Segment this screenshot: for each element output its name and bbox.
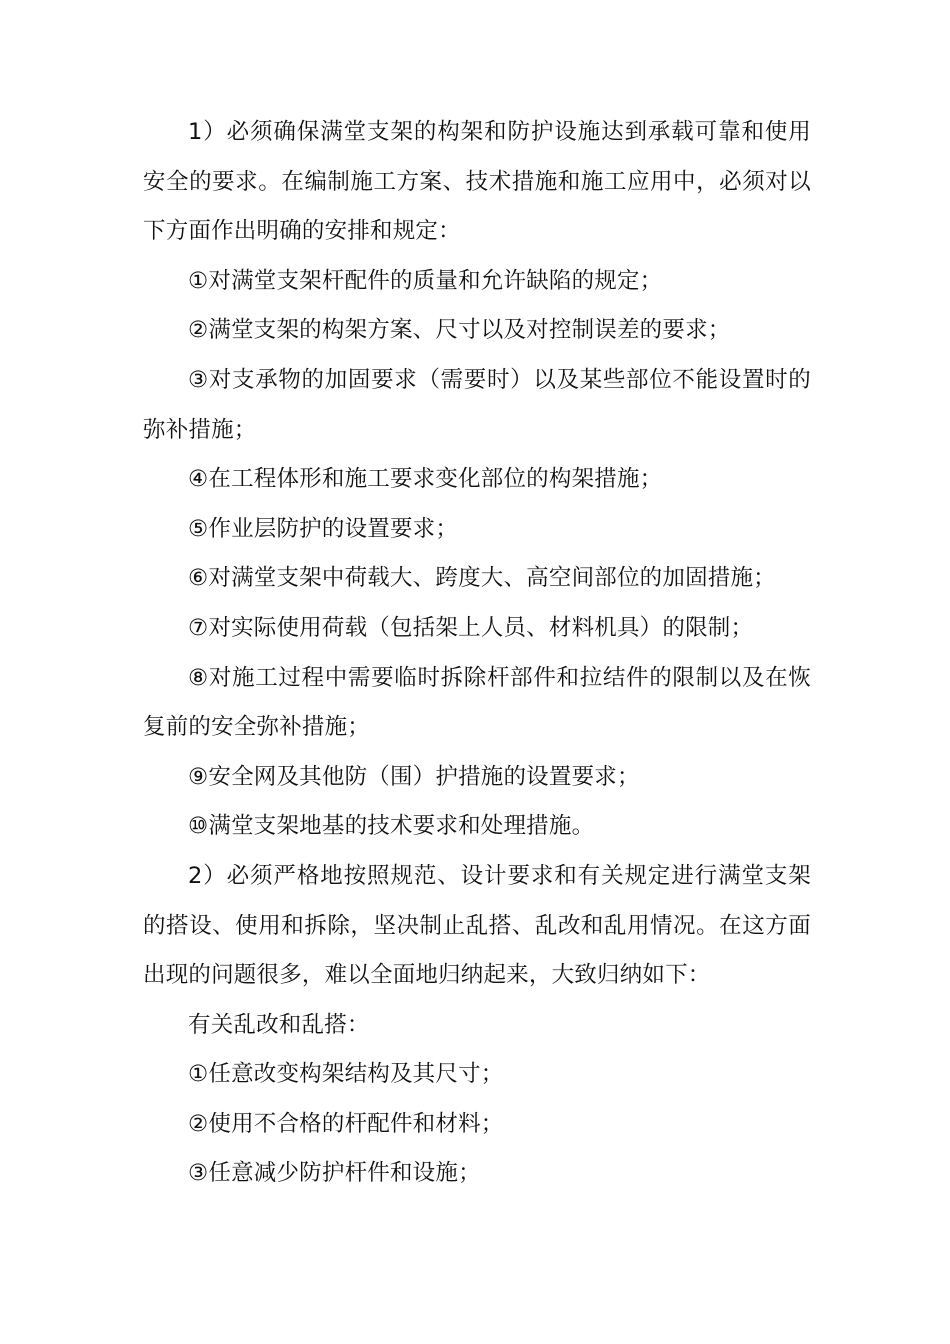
paragraph-2: 2）必须严格地按照规范、设计要求和有关规定进行满堂支架的搭设、使用和拆除，坚决制止乱搭、乱改和乱用情况。在这方面出现的问题很多，难以全面地归纳起来，大致归纳如下： <box>143 862 811 989</box>
list-item-1: ①对满堂支架杆配件的质量和允许缺陷的规定； <box>188 267 663 294</box>
list-item-8: ⑧对施工过程中需要临时拆除杆部件和拉结件的限制以及在恢复前的安全弥补措施； <box>143 664 811 741</box>
document-body <box>143 108 811 1199</box>
list-item-10: ⑩满堂支架地基的技术要求和处理措施。 <box>188 813 595 840</box>
list-item-7: ⑦对实际使用荷载（包括架上人员、材料机具）的限制； <box>188 614 754 641</box>
list-item-3: ③对支承物的加固要求（需要时）以及某些部位不能设置时的弥补措施； <box>143 366 811 443</box>
list-item-2: ②满堂支架的构架方案、尺寸以及对控制误差的要求； <box>188 317 731 344</box>
list-item-9: ⑨安全网及其他防（围）护措施的设置要求； <box>188 763 640 790</box>
subheading-misuse: 有关乱改和乱搭： <box>188 1011 370 1038</box>
list-item-6: ⑥对满堂支架中荷载大、跨度大、高空间部位的加固措施； <box>188 565 776 592</box>
list-item-5: ⑤作业层防护的设置要求； <box>188 515 459 542</box>
misuse-item-2: ②使用不合格的杆配件和材料； <box>188 1110 504 1137</box>
misuse-item-1: ①任意改变构架结构及其尺寸； <box>188 1061 504 1088</box>
paragraph-1: 1）必须确保满堂支架的构架和防护设施达到承载可靠和使用安全的要求。在编制施工方案、技术措施和施工应用中，必须对以下方面作出明确的安排和规定： <box>143 119 811 245</box>
misuse-item-3: ③任意减少防护杆件和设施； <box>188 1160 481 1187</box>
list-item-4: ④在工程体形和施工要求变化部位的构架措施； <box>188 466 663 493</box>
